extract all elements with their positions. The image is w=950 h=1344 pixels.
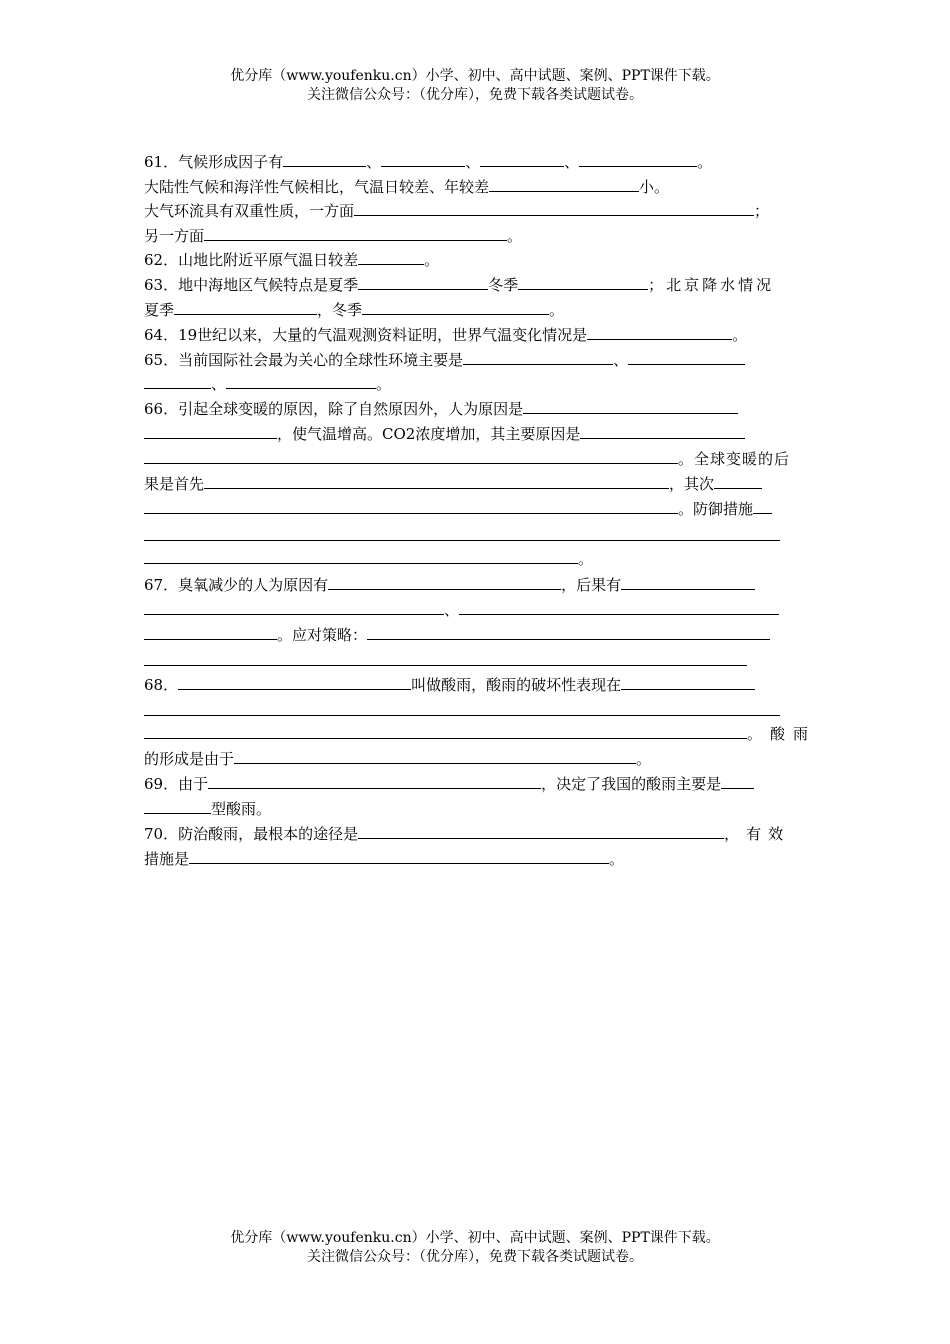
answer-blank[interactable] (328, 575, 561, 590)
question-63-line-2: 夏季 ，冬季 。 (144, 301, 565, 319)
question-61-line-2: 大陆性气候和海洋性气候相比，气温日较差、年较差 小。 (144, 178, 670, 196)
question-61-line-3: 大气环流具有双重性质，一方面 ； (144, 202, 770, 220)
question-66-line-3: 。全球变暖的后 (144, 447, 810, 471)
header-line-1: 优分库（www.youfenku.cn）小学、初中、高中试题、案例、PPT课件下载。 (230, 68, 720, 84)
question-68-line-1: 68． 叫做酸雨，酸雨的破坏性表现在 (144, 673, 810, 697)
answer-blank[interactable] (189, 849, 609, 864)
answer-blank[interactable] (579, 152, 697, 167)
question-70-line-1: 70．防治酸雨，最根本的途径是 ，有效 (144, 825, 791, 843)
answer-blank[interactable] (144, 724, 747, 739)
question-66-line-2: ，使气温增高。CO2浓度增加，其主要原因是 (144, 422, 810, 446)
answer-blank[interactable] (354, 201, 754, 216)
answer-blank[interactable] (489, 177, 639, 192)
answer-blank[interactable] (463, 350, 613, 365)
answer-blank[interactable] (628, 350, 745, 365)
answer-blank[interactable] (381, 152, 465, 167)
answer-blank[interactable] (178, 675, 411, 690)
header-line-2: 关注微信公众号：（优分库），免费下载各类试题试卷。 (307, 87, 643, 103)
question-68-line-4: 的形成是由于 。 (144, 750, 652, 768)
answer-blank[interactable] (621, 575, 755, 590)
question-61-line-1: 61．气候形成因子有 、 、 、 。 (144, 153, 713, 171)
question-69-line-2: 型酸雨。 (144, 797, 810, 821)
answer-line[interactable] (144, 540, 780, 541)
question-62: 62．山地比附近平原气温日较差 。 (144, 251, 440, 269)
answer-blank[interactable] (358, 250, 424, 265)
question-67-line-2: 、 (144, 598, 810, 622)
answer-blank[interactable] (621, 675, 755, 690)
page-footer (0, 1229, 950, 1267)
answer-blank[interactable] (144, 625, 277, 640)
question-66-line-4: 果是首先 ，其次 (144, 472, 810, 496)
answer-blank[interactable] (208, 774, 541, 789)
question-61-line-4: 另一方面 。 (144, 227, 523, 245)
answer-blank[interactable] (204, 474, 669, 489)
answer-blank[interactable] (234, 749, 636, 764)
answer-blank[interactable] (721, 774, 754, 789)
answer-blank[interactable] (358, 275, 488, 290)
answer-blank[interactable] (144, 549, 578, 564)
answer-blank[interactable] (362, 300, 549, 315)
answer-blank[interactable] (753, 499, 772, 514)
answer-blank[interactable] (367, 625, 770, 640)
answer-blank[interactable] (144, 799, 211, 814)
question-65-line-2: 、 。 (144, 372, 810, 396)
answer-blank[interactable] (144, 374, 211, 389)
question-65-line-1: 65．当前国际社会最为关心的全球性环境主要是 、 (144, 348, 810, 372)
question-63-line-1: 63．地中海地区气候特点是夏季 冬季 ；北京降水情况 (144, 276, 775, 294)
answer-blank[interactable] (144, 499, 678, 514)
answer-blank[interactable] (358, 824, 724, 839)
question-66-line-5: 。防御措施 (144, 497, 810, 521)
answer-blank[interactable] (144, 600, 444, 615)
answer-blank[interactable] (174, 300, 317, 315)
footer-line-1: 优分库（www.youfenku.cn）小学、初中、高中试题、案例、PPT课件下载。 (230, 1230, 720, 1246)
question-66-line-1: 66．引起全球变暖的原因，除了自然原因外，人为原因是 (144, 397, 810, 421)
answer-blank[interactable] (144, 424, 277, 439)
answer-blank[interactable] (480, 152, 564, 167)
answer-blank[interactable] (226, 374, 376, 389)
question-67-line-1: 67．臭氧减少的人为原因有 ，后果有 (144, 573, 810, 597)
answer-line[interactable] (144, 715, 780, 716)
answer-blank[interactable] (714, 474, 762, 489)
question-67-line-3: 。应对策略： (144, 623, 810, 647)
answer-line[interactable] (144, 665, 747, 666)
answer-blank[interactable] (283, 152, 366, 167)
answer-blank[interactable] (204, 226, 507, 241)
question-69-line-1: 69．由于 ，决定了我国的酸雨主要是 (144, 772, 810, 796)
answer-blank[interactable] (580, 424, 745, 439)
question-66-line-7: 。 (144, 547, 810, 571)
footer-line-2: 关注微信公众号：（优分库），免费下载各类试题试卷。 (307, 1249, 643, 1265)
page-header (0, 67, 950, 105)
answer-blank[interactable] (518, 275, 648, 290)
answer-blank[interactable] (523, 399, 738, 414)
answer-blank[interactable] (144, 449, 678, 464)
question-68-line-3: 。酸雨 (144, 722, 810, 746)
answer-blank[interactable] (587, 325, 732, 340)
answer-blank[interactable] (459, 600, 779, 615)
question-70-line-2: 措施是 。 (144, 850, 625, 868)
question-64: 64．19世纪以来，大量的气温观测资料证明，世界气温变化情况是 。 (144, 326, 748, 344)
